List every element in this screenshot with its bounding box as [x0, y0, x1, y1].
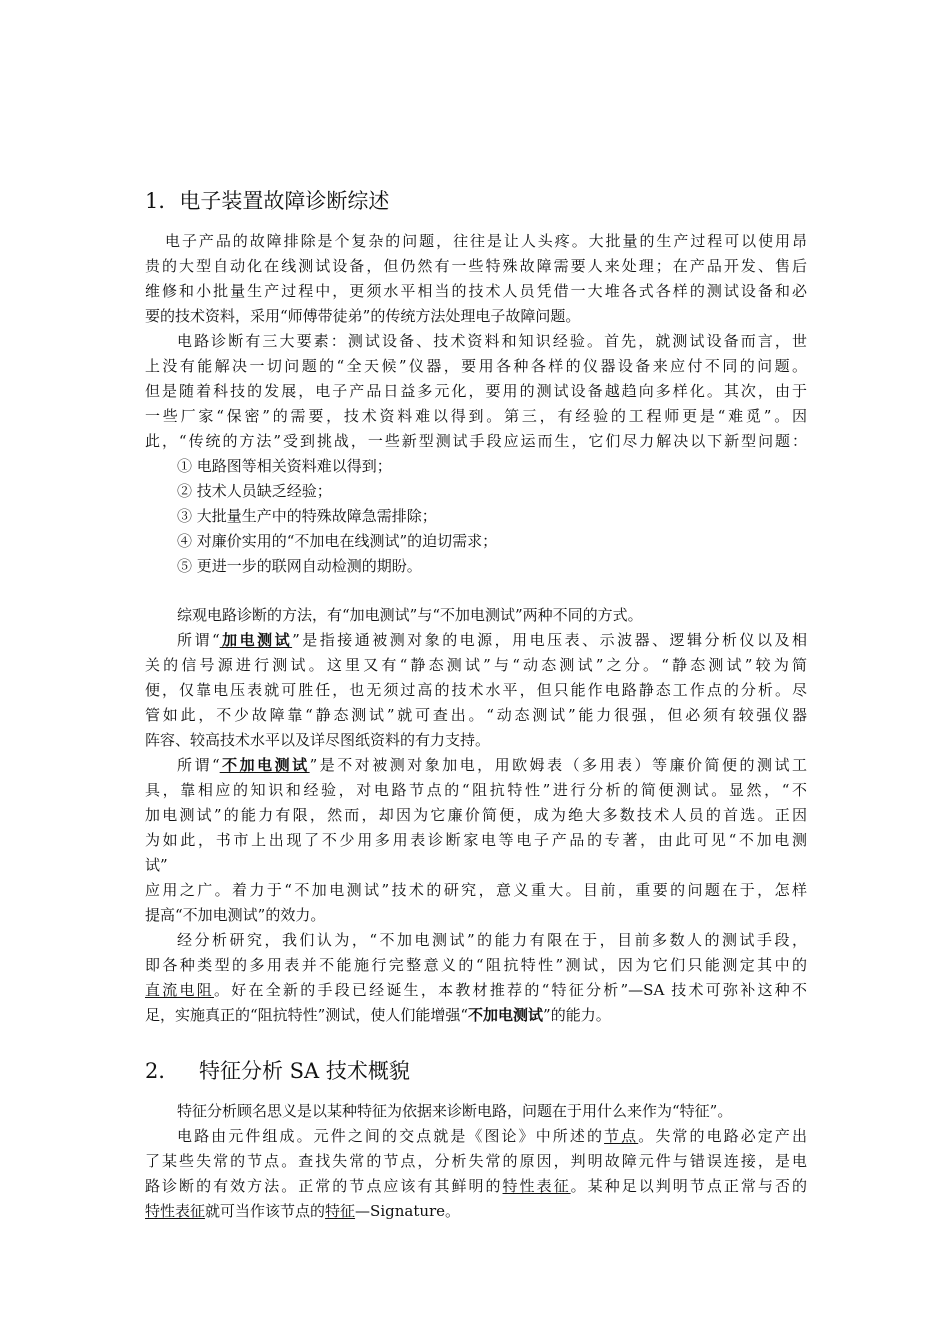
- para1-line: 要的技术资料，采用“师傅带徒弟”的传统方法处理电子故障问题。: [145, 307, 581, 325]
- section2-para2-line: [145, 1200, 460, 1222]
- s2-l4-a: 就可当作该节点的: [205, 1202, 326, 1220]
- para4-line: 试”: [145, 856, 168, 874]
- para4-prefix: 所谓“: [177, 756, 220, 774]
- para2-line: 但是随着科技的发展，电子产品日益多元化，要用的测试设备越趋向多样化。其次，由于: [145, 382, 807, 400]
- para1-line: 电子产品的故障排除是个复杂的问题，往往是让人头疼。大批量的生产过程可以使用昂: [165, 232, 807, 250]
- para4-rest: ”是不对被测对象加电，用欧姆表（多用表）等廉价简便的测试工: [309, 756, 808, 774]
- section2-para2-line: [145, 1175, 807, 1197]
- para4-line: 为如此，书市上出现了不少用多用表诊断家电等电子产品的专著，由此可见“不加电测: [145, 831, 807, 849]
- para3-line: 阵容、较高技术水平以及详尽图纸资料的有力支持。: [145, 731, 491, 749]
- para3-first-line: [177, 629, 807, 651]
- term-node: 节点: [604, 1127, 639, 1145]
- list-item: ③ 大批量生产中的特殊故障急需排除；: [177, 507, 437, 525]
- s2-l4-b: —Signature。: [355, 1202, 461, 1220]
- para3-rest: ”是指接通被测对象的电源，用电压表、示波器、逻辑分析仪以及相: [292, 631, 807, 649]
- s2-l1-a: 电路由元件组成。元件之间的交点就是《图论》中所述的: [177, 1127, 605, 1145]
- para2-line: 电路诊断有三大要素：测试设备、技术资料和知识经验。首先，就测试设备而言，世: [177, 332, 807, 350]
- overview-line: 综观电路诊断的方法，有“加电测试”与“不加电测试”两种不同的方式。: [177, 606, 643, 624]
- para5-line: [145, 979, 807, 1001]
- para5-line: 经分析研究，我们认为，“不加电测试”的能力有限在于，目前多数人的测试手段，: [177, 931, 807, 949]
- s2-l3-b: 。某种足以判明节点正常与否的: [570, 1177, 807, 1195]
- dc-resistance-term: 直流电阻: [145, 981, 214, 999]
- para3-line: 关的信号源进行测试。这里又有“静态测试”与“动态测试”之分。“静态测试”较为简: [145, 656, 807, 674]
- para5-line: 即各种类型的多用表并不能施行完整意义的“阻抗特性”测试，因为它们只能测定其中的: [145, 956, 807, 974]
- section2-title: 特征分析 SA 技术概貌: [199, 1059, 410, 1083]
- para5-line3-rest: 。好在全新的手段已经诞生，本教材推荐的“特征分析”—SA 技术可弥补这种不: [213, 981, 807, 999]
- term-unpowered-test: 不加电测试: [219, 756, 310, 774]
- para5-line4-a: 足，实施真正的“阻抗特性”测试，使人们能增强“: [145, 1006, 469, 1024]
- para1-line: 维修和小批量生产过程中，更须水平相当的技术人员凭借一大堆各式各样的测试设备和必: [145, 282, 807, 300]
- para4-line: 应用之广。着力于“不加电测试”技术的研究，意义重大。目前，重要的问题在于，怎样: [145, 881, 807, 899]
- section2-heading: [145, 1058, 410, 1084]
- term-characteristic: 特性表征: [502, 1177, 571, 1195]
- section2-number: 2．: [145, 1059, 180, 1083]
- section1-heading: 1．电子装置故障诊断综述: [145, 189, 390, 213]
- para2-line: 一些厂家“保密”的需要，技术资料难以得到。第三，有经验的工程师更是“难觅”。因: [145, 407, 807, 425]
- para5-line4-b: ”的能力。: [543, 1006, 611, 1024]
- term-signature: 特征: [325, 1202, 356, 1220]
- list-item: ⑤ 更进一步的联网自动检测的期盼。: [177, 557, 422, 575]
- para5-line: [145, 1004, 611, 1026]
- para3-line: 便，仅靠电压表就可胜任，也无须过高的技术水平，但只能作电路静态工作点的分析。尽: [145, 681, 807, 699]
- s2-l1-b: 。失常的电路必定产出: [638, 1127, 807, 1145]
- list-item: ② 技术人员缺乏经验；: [177, 482, 332, 500]
- list-item: ① 电路图等相关资料难以得到；: [177, 457, 392, 475]
- list-item: ④ 对廉价实用的“不加电在线测试”的迫切需求；: [177, 532, 498, 550]
- section2-para2-line: 了某些失常的节点。查找失常的节点，分析失常的原因，判明故障元件与错误连接，是电: [145, 1152, 807, 1170]
- term-characteristic: 特性表征: [145, 1202, 206, 1220]
- para2-line: 上没有能解决一切问题的“全天候”仪器，要用各种各样的仪器设备来应付不同的问题。: [145, 357, 807, 375]
- para1-line: 贵的大型自动化在线测试设备，但仍然有一些特殊故障需要人来处理；在产品开发、售后: [145, 257, 807, 275]
- section2-para2-line: [177, 1125, 807, 1147]
- para2-line: 此，“传统的方法”受到挑战，一些新型测试手段应运而生，它们尽力解决以下新型问题：: [145, 432, 807, 450]
- para3-prefix: 所谓“: [177, 631, 220, 649]
- para3-line: 管如此，不少故障靠“静态测试”就可查出。“动态测试”能力很强，但必须有较强仪器: [145, 706, 807, 724]
- para4-first-line: [177, 754, 807, 776]
- s2-l3-a: 路诊断的有效方法。正常的节点应该有其鲜明的: [145, 1177, 503, 1195]
- term-powered-test: 加电测试: [219, 631, 293, 649]
- para4-line: 具，靠相应的知识和经验，对电路节点的“阻抗特性”进行分析的简便测试。显然，“不: [145, 781, 807, 799]
- term-unpowered-test-bold: 不加电测试: [468, 1006, 544, 1024]
- para4-line: 提高“不加电测试”的效力。: [145, 906, 326, 924]
- para4-line: 加电测试”的能力有限，然而，却因为它廉价简便，成为绝大多数技术人员的首选。正因: [145, 806, 807, 824]
- section2-para1: 特征分析顾名思义是以某种特征为依据来诊断电路，问题在于用什么来作为“特征”。: [177, 1102, 733, 1120]
